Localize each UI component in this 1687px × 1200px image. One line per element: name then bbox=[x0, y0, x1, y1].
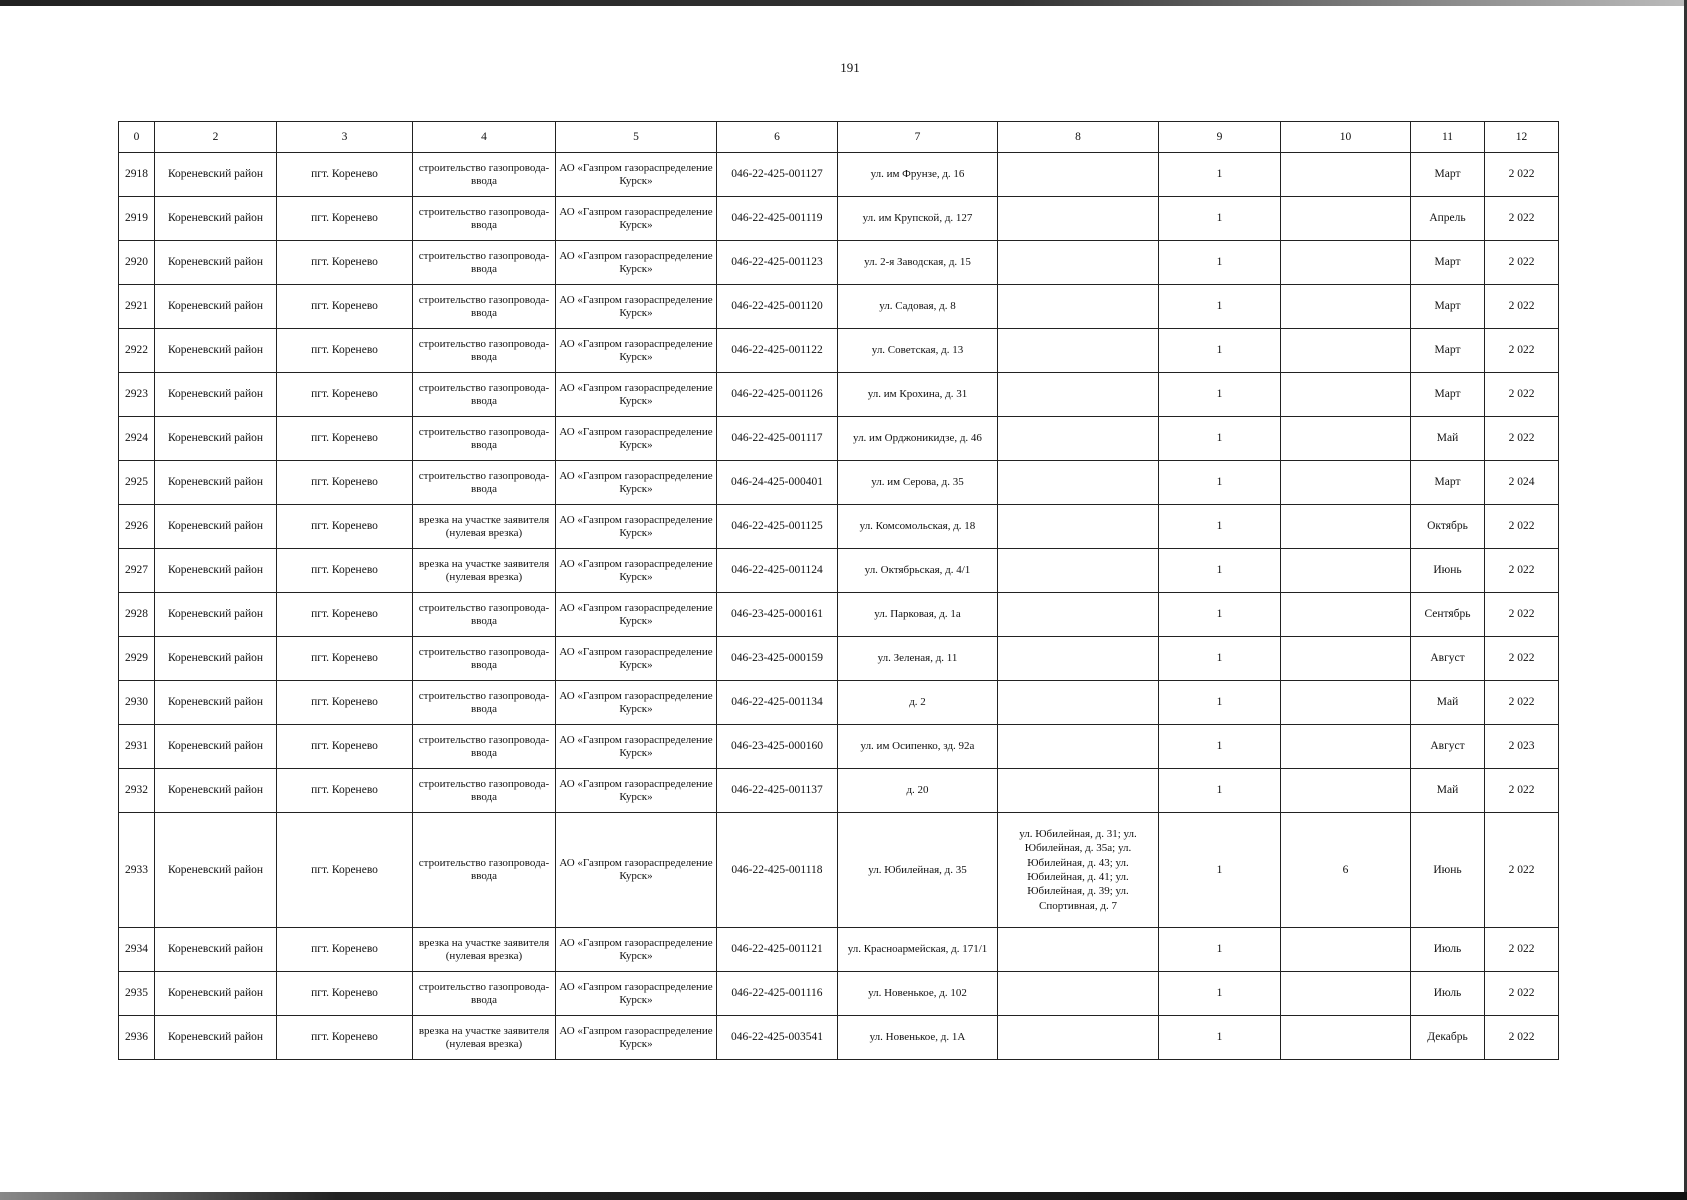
additional-addresses-cell bbox=[998, 505, 1159, 549]
column-9-cell: 1 bbox=[1159, 681, 1281, 725]
district-cell: Кореневский район bbox=[155, 769, 277, 813]
column-10-cell bbox=[1281, 197, 1411, 241]
organization-cell: АО «Газпром газораспределение Курск» bbox=[556, 505, 717, 549]
additional-addresses-cell bbox=[998, 593, 1159, 637]
settlement-cell: пгт. Коренево bbox=[277, 505, 413, 549]
work-type-cell: строительство газопровода-ввода bbox=[413, 972, 556, 1016]
row-number: 2933 bbox=[119, 813, 155, 928]
additional-addresses-cell bbox=[998, 153, 1159, 197]
row-number: 2930 bbox=[119, 681, 155, 725]
month-cell: Август bbox=[1411, 637, 1485, 681]
month-cell: Март bbox=[1411, 373, 1485, 417]
table-row bbox=[119, 461, 1559, 505]
column-9-cell: 1 bbox=[1159, 197, 1281, 241]
object-code-cell: 046-22-425-003541 bbox=[717, 1016, 838, 1060]
object-code-cell: 046-22-425-001119 bbox=[717, 197, 838, 241]
district-cell: Кореневский район bbox=[155, 928, 277, 972]
month-cell: Май bbox=[1411, 417, 1485, 461]
organization-cell: АО «Газпром газораспределение Курск» bbox=[556, 813, 717, 928]
additional-addresses-cell bbox=[998, 241, 1159, 285]
column-9-cell: 1 bbox=[1159, 972, 1281, 1016]
row-number: 2926 bbox=[119, 505, 155, 549]
row-number: 2935 bbox=[119, 972, 155, 1016]
object-code-cell: 046-22-425-001134 bbox=[717, 681, 838, 725]
row-number: 2921 bbox=[119, 285, 155, 329]
column-header: 4 bbox=[413, 122, 556, 153]
work-type-cell: строительство газопровода-ввода bbox=[413, 725, 556, 769]
address-cell: ул. им Фрунзе, д. 16 bbox=[838, 153, 998, 197]
additional-addresses-cell bbox=[998, 461, 1159, 505]
additional-addresses-cell bbox=[998, 417, 1159, 461]
month-cell: Март bbox=[1411, 153, 1485, 197]
additional-addresses-cell bbox=[998, 769, 1159, 813]
settlement-cell: пгт. Коренево bbox=[277, 637, 413, 681]
scan-edge-bottom bbox=[0, 1192, 1687, 1200]
address-cell: ул. Красноармейская, д. 171/1 bbox=[838, 928, 998, 972]
row-number: 2922 bbox=[119, 329, 155, 373]
object-code-cell: 046-23-425-000160 bbox=[717, 725, 838, 769]
month-cell: Июнь bbox=[1411, 549, 1485, 593]
settlement-cell: пгт. Коренево bbox=[277, 197, 413, 241]
work-type-cell: строительство газопровода-ввода bbox=[413, 593, 556, 637]
settlement-cell: пгт. Коренево bbox=[277, 813, 413, 928]
additional-addresses-cell bbox=[998, 637, 1159, 681]
additional-addresses-cell bbox=[998, 373, 1159, 417]
object-code-cell: 046-22-425-001137 bbox=[717, 769, 838, 813]
district-cell: Кореневский район bbox=[155, 505, 277, 549]
column-9-cell: 1 bbox=[1159, 417, 1281, 461]
table-row bbox=[119, 972, 1559, 1016]
additional-addresses-cell bbox=[998, 549, 1159, 593]
table-row bbox=[119, 637, 1559, 681]
organization-cell: АО «Газпром газораспределение Курск» bbox=[556, 417, 717, 461]
district-cell: Кореневский район bbox=[155, 241, 277, 285]
district-cell: Кореневский район bbox=[155, 373, 277, 417]
column-header: 10 bbox=[1281, 122, 1411, 153]
month-cell: Август bbox=[1411, 725, 1485, 769]
organization-cell: АО «Газпром газораспределение Курск» bbox=[556, 593, 717, 637]
organization-cell: АО «Газпром газораспределение Курск» bbox=[556, 153, 717, 197]
column-9-cell: 1 bbox=[1159, 769, 1281, 813]
district-cell: Кореневский район bbox=[155, 972, 277, 1016]
organization-cell: АО «Газпром газораспределение Курск» bbox=[556, 373, 717, 417]
month-cell: Апрель bbox=[1411, 197, 1485, 241]
settlement-cell: пгт. Коренево bbox=[277, 928, 413, 972]
object-code-cell: 046-22-425-001122 bbox=[717, 329, 838, 373]
table-row bbox=[119, 505, 1559, 549]
year-cell: 2 022 bbox=[1485, 373, 1559, 417]
year-cell: 2 022 bbox=[1485, 813, 1559, 928]
column-10-cell bbox=[1281, 417, 1411, 461]
column-9-cell: 1 bbox=[1159, 373, 1281, 417]
table-row bbox=[119, 813, 1559, 928]
district-cell: Кореневский район bbox=[155, 637, 277, 681]
column-9-cell: 1 bbox=[1159, 505, 1281, 549]
work-type-cell: строительство газопровода-ввода bbox=[413, 197, 556, 241]
additional-addresses-cell bbox=[998, 1016, 1159, 1060]
month-cell: Октябрь bbox=[1411, 505, 1485, 549]
settlement-cell: пгт. Коренево bbox=[277, 461, 413, 505]
additional-addresses-cell bbox=[998, 725, 1159, 769]
organization-cell: АО «Газпром газораспределение Курск» bbox=[556, 197, 717, 241]
column-header: 5 bbox=[556, 122, 717, 153]
object-code-cell: 046-22-425-001127 bbox=[717, 153, 838, 197]
organization-cell: АО «Газпром газораспределение Курск» bbox=[556, 637, 717, 681]
header-row bbox=[119, 122, 1559, 153]
column-10-cell bbox=[1281, 461, 1411, 505]
table-row bbox=[119, 681, 1559, 725]
district-cell: Кореневский район bbox=[155, 1016, 277, 1060]
year-cell: 2 022 bbox=[1485, 197, 1559, 241]
table-row bbox=[119, 373, 1559, 417]
table-row bbox=[119, 1016, 1559, 1060]
organization-cell: АО «Газпром газораспределение Курск» bbox=[556, 681, 717, 725]
row-number: 2919 bbox=[119, 197, 155, 241]
settlement-cell: пгт. Коренево bbox=[277, 417, 413, 461]
year-cell: 2 024 bbox=[1485, 461, 1559, 505]
settlement-cell: пгт. Коренево bbox=[277, 285, 413, 329]
column-10-cell bbox=[1281, 241, 1411, 285]
work-type-cell: врезка на участке заявителя (нулевая врезка) bbox=[413, 549, 556, 593]
organization-cell: АО «Газпром газораспределение Курск» bbox=[556, 928, 717, 972]
column-10-cell bbox=[1281, 505, 1411, 549]
additional-addresses-cell bbox=[998, 197, 1159, 241]
column-10-cell bbox=[1281, 972, 1411, 1016]
work-type-cell: строительство газопровода-ввода bbox=[413, 153, 556, 197]
column-10-cell bbox=[1281, 681, 1411, 725]
row-number: 2923 bbox=[119, 373, 155, 417]
district-cell: Кореневский район bbox=[155, 461, 277, 505]
additional-addresses-cell bbox=[998, 329, 1159, 373]
table-row bbox=[119, 197, 1559, 241]
settlement-cell: пгт. Коренево bbox=[277, 769, 413, 813]
year-cell: 2 022 bbox=[1485, 681, 1559, 725]
address-cell: ул. Советская, д. 13 bbox=[838, 329, 998, 373]
organization-cell: АО «Газпром газораспределение Курск» bbox=[556, 241, 717, 285]
row-number: 2936 bbox=[119, 1016, 155, 1060]
settlement-cell: пгт. Коренево bbox=[277, 972, 413, 1016]
row-number: 2929 bbox=[119, 637, 155, 681]
column-9-cell: 1 bbox=[1159, 593, 1281, 637]
column-10-cell bbox=[1281, 928, 1411, 972]
table-row bbox=[119, 241, 1559, 285]
year-cell: 2 022 bbox=[1485, 1016, 1559, 1060]
object-code-cell: 046-22-425-001120 bbox=[717, 285, 838, 329]
year-cell: 2 022 bbox=[1485, 285, 1559, 329]
additional-addresses-cell bbox=[998, 972, 1159, 1016]
table-row bbox=[119, 285, 1559, 329]
column-9-cell: 1 bbox=[1159, 241, 1281, 285]
address-cell: ул. 2-я Заводская, д. 15 bbox=[838, 241, 998, 285]
column-9-cell: 1 bbox=[1159, 928, 1281, 972]
row-number: 2927 bbox=[119, 549, 155, 593]
month-cell: Сентябрь bbox=[1411, 593, 1485, 637]
column-9-cell: 1 bbox=[1159, 461, 1281, 505]
column-header: 11 bbox=[1411, 122, 1485, 153]
column-9-cell: 1 bbox=[1159, 725, 1281, 769]
month-cell: Март bbox=[1411, 241, 1485, 285]
table-body bbox=[119, 153, 1559, 1060]
organization-cell: АО «Газпром газораспределение Курск» bbox=[556, 769, 717, 813]
year-cell: 2 022 bbox=[1485, 417, 1559, 461]
row-number: 2931 bbox=[119, 725, 155, 769]
month-cell: Июль bbox=[1411, 928, 1485, 972]
district-cell: Кореневский район bbox=[155, 153, 277, 197]
month-cell: Июль bbox=[1411, 972, 1485, 1016]
year-cell: 2 022 bbox=[1485, 153, 1559, 197]
month-cell: Март bbox=[1411, 285, 1485, 329]
district-cell: Кореневский район bbox=[155, 725, 277, 769]
address-cell: ул. им Осипенко, зд. 92а bbox=[838, 725, 998, 769]
table-row bbox=[119, 928, 1559, 972]
object-code-cell: 046-22-425-001121 bbox=[717, 928, 838, 972]
table-row bbox=[119, 329, 1559, 373]
work-type-cell: строительство газопровода-ввода bbox=[413, 417, 556, 461]
object-code-cell: 046-22-425-001123 bbox=[717, 241, 838, 285]
column-10-cell bbox=[1281, 285, 1411, 329]
column-10-cell bbox=[1281, 373, 1411, 417]
work-type-cell: врезка на участке заявителя (нулевая врезка) bbox=[413, 1016, 556, 1060]
column-9-cell: 1 bbox=[1159, 813, 1281, 928]
settlement-cell: пгт. Коренево bbox=[277, 373, 413, 417]
column-header: 9 bbox=[1159, 122, 1281, 153]
work-type-cell: врезка на участке заявителя (нулевая врезка) bbox=[413, 928, 556, 972]
organization-cell: АО «Газпром газораспределение Курск» bbox=[556, 461, 717, 505]
settlement-cell: пгт. Коренево bbox=[277, 549, 413, 593]
column-10-cell bbox=[1281, 637, 1411, 681]
column-header: 0 bbox=[119, 122, 155, 153]
column-header: 2 bbox=[155, 122, 277, 153]
settlement-cell: пгт. Коренево bbox=[277, 593, 413, 637]
object-code-cell: 046-22-425-001118 bbox=[717, 813, 838, 928]
column-header: 3 bbox=[277, 122, 413, 153]
row-number: 2920 bbox=[119, 241, 155, 285]
row-number: 2934 bbox=[119, 928, 155, 972]
work-type-cell: строительство газопровода-ввода bbox=[413, 769, 556, 813]
work-type-cell: строительство газопровода-ввода bbox=[413, 285, 556, 329]
address-cell: ул. Новенькое, д. 102 bbox=[838, 972, 998, 1016]
table-row bbox=[119, 153, 1559, 197]
object-code-cell: 046-22-425-001117 bbox=[717, 417, 838, 461]
address-cell: ул. им Крохина, д. 31 bbox=[838, 373, 998, 417]
address-cell: д. 2 bbox=[838, 681, 998, 725]
table-row bbox=[119, 549, 1559, 593]
column-10-cell bbox=[1281, 725, 1411, 769]
column-9-cell: 1 bbox=[1159, 285, 1281, 329]
scan-edge-top bbox=[0, 0, 1687, 6]
work-type-cell: строительство газопровода-ввода bbox=[413, 813, 556, 928]
organization-cell: АО «Газпром газораспределение Курск» bbox=[556, 1016, 717, 1060]
row-number: 2925 bbox=[119, 461, 155, 505]
row-number: 2918 bbox=[119, 153, 155, 197]
object-code-cell: 046-22-425-001126 bbox=[717, 373, 838, 417]
page-number: 191 bbox=[840, 60, 860, 75]
column-10-cell bbox=[1281, 329, 1411, 373]
month-cell: Март bbox=[1411, 329, 1485, 373]
row-number: 2928 bbox=[119, 593, 155, 637]
month-cell: Июнь bbox=[1411, 813, 1485, 928]
settlement-cell: пгт. Коренево bbox=[277, 153, 413, 197]
object-code-cell: 046-22-425-001124 bbox=[717, 549, 838, 593]
column-9-cell: 1 bbox=[1159, 637, 1281, 681]
address-cell: ул. им Крупской, д. 127 bbox=[838, 197, 998, 241]
organization-cell: АО «Газпром газораспределение Курск» bbox=[556, 725, 717, 769]
year-cell: 2 022 bbox=[1485, 928, 1559, 972]
work-type-cell: строительство газопровода-ввода bbox=[413, 329, 556, 373]
table-row bbox=[119, 725, 1559, 769]
column-10-cell: 6 bbox=[1281, 813, 1411, 928]
work-type-cell: строительство газопровода-ввода bbox=[413, 461, 556, 505]
year-cell: 2 022 bbox=[1485, 549, 1559, 593]
column-header: 12 bbox=[1485, 122, 1559, 153]
month-cell: Декабрь bbox=[1411, 1016, 1485, 1060]
district-cell: Кореневский район bbox=[155, 285, 277, 329]
column-10-cell bbox=[1281, 153, 1411, 197]
column-header: 6 bbox=[717, 122, 838, 153]
table-row bbox=[119, 417, 1559, 461]
organization-cell: АО «Газпром газораспределение Курск» bbox=[556, 285, 717, 329]
year-cell: 2 022 bbox=[1485, 241, 1559, 285]
column-10-cell bbox=[1281, 1016, 1411, 1060]
month-cell: Май bbox=[1411, 681, 1485, 725]
table-row bbox=[119, 769, 1559, 813]
column-10-cell bbox=[1281, 593, 1411, 637]
register-table bbox=[118, 121, 1559, 1060]
additional-addresses-cell: ул. Юбилейная, д. 31; ул. Юбилейная, д. 35а; ул. Юбилейная, д. 43; ул. Юбилейная, д. 41; ул. Юбилейная, д. 39; ул. Спортивная, д. 7 bbox=[998, 813, 1159, 928]
year-cell: 2 022 bbox=[1485, 505, 1559, 549]
additional-addresses-cell bbox=[998, 928, 1159, 972]
month-cell: Май bbox=[1411, 769, 1485, 813]
additional-addresses-cell bbox=[998, 681, 1159, 725]
work-type-cell: строительство газопровода-ввода bbox=[413, 373, 556, 417]
year-cell: 2 022 bbox=[1485, 593, 1559, 637]
district-cell: Кореневский район bbox=[155, 681, 277, 725]
settlement-cell: пгт. Коренево bbox=[277, 241, 413, 285]
column-10-cell bbox=[1281, 549, 1411, 593]
district-cell: Кореневский район bbox=[155, 549, 277, 593]
row-number: 2924 bbox=[119, 417, 155, 461]
year-cell: 2 022 bbox=[1485, 769, 1559, 813]
address-cell: ул. Комсомольская, д. 18 bbox=[838, 505, 998, 549]
object-code-cell: 046-23-425-000159 bbox=[717, 637, 838, 681]
address-cell: ул. Зеленая, д. 11 bbox=[838, 637, 998, 681]
organization-cell: АО «Газпром газораспределение Курск» bbox=[556, 549, 717, 593]
settlement-cell: пгт. Коренево bbox=[277, 1016, 413, 1060]
address-cell: ул. Новенькое, д. 1А bbox=[838, 1016, 998, 1060]
column-9-cell: 1 bbox=[1159, 153, 1281, 197]
column-header: 7 bbox=[838, 122, 998, 153]
district-cell: Кореневский район bbox=[155, 417, 277, 461]
address-cell: д. 20 bbox=[838, 769, 998, 813]
district-cell: Кореневский район bbox=[155, 593, 277, 637]
object-code-cell: 046-24-425-000401 bbox=[717, 461, 838, 505]
column-10-cell bbox=[1281, 769, 1411, 813]
year-cell: 2 022 bbox=[1485, 972, 1559, 1016]
object-code-cell: 046-22-425-001116 bbox=[717, 972, 838, 1016]
address-cell: ул. Юбилейная, д. 35 bbox=[838, 813, 998, 928]
year-cell: 2 022 bbox=[1485, 329, 1559, 373]
additional-addresses-cell bbox=[998, 285, 1159, 329]
column-9-cell: 1 bbox=[1159, 1016, 1281, 1060]
settlement-cell: пгт. Коренево bbox=[277, 329, 413, 373]
organization-cell: АО «Газпром газораспределение Курск» bbox=[556, 329, 717, 373]
object-code-cell: 046-23-425-000161 bbox=[717, 593, 838, 637]
work-type-cell: строительство газопровода-ввода bbox=[413, 241, 556, 285]
work-type-cell: строительство газопровода-ввода bbox=[413, 681, 556, 725]
month-cell: Март bbox=[1411, 461, 1485, 505]
year-cell: 2 022 bbox=[1485, 637, 1559, 681]
district-cell: Кореневский район bbox=[155, 813, 277, 928]
object-code-cell: 046-22-425-001125 bbox=[717, 505, 838, 549]
work-type-cell: строительство газопровода-ввода bbox=[413, 637, 556, 681]
column-9-cell: 1 bbox=[1159, 329, 1281, 373]
year-cell: 2 023 bbox=[1485, 725, 1559, 769]
settlement-cell: пгт. Коренево bbox=[277, 725, 413, 769]
row-number: 2932 bbox=[119, 769, 155, 813]
settlement-cell: пгт. Коренево bbox=[277, 681, 413, 725]
column-header: 8 bbox=[998, 122, 1159, 153]
work-type-cell: врезка на участке заявителя (нулевая врезка) bbox=[413, 505, 556, 549]
address-cell: ул. Октябрьская, д. 4/1 bbox=[838, 549, 998, 593]
address-cell: ул. Садовая, д. 8 bbox=[838, 285, 998, 329]
address-cell: ул. им Серова, д. 35 bbox=[838, 461, 998, 505]
table-row bbox=[119, 593, 1559, 637]
district-cell: Кореневский район bbox=[155, 329, 277, 373]
address-cell: ул. Парковая, д. 1а bbox=[838, 593, 998, 637]
address-cell: ул. им Орджоникидзе, д. 46 bbox=[838, 417, 998, 461]
organization-cell: АО «Газпром газораспределение Курск» bbox=[556, 972, 717, 1016]
district-cell: Кореневский район bbox=[155, 197, 277, 241]
column-9-cell: 1 bbox=[1159, 549, 1281, 593]
